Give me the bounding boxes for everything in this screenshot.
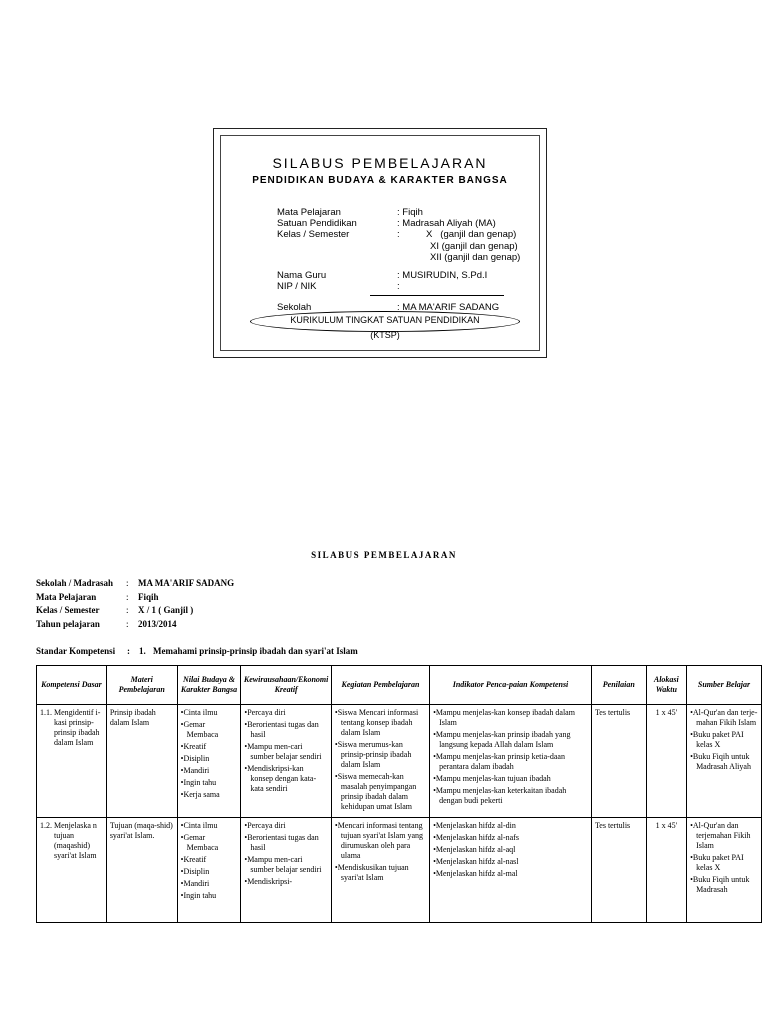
cover-field-label: Satuan Pendidikan (277, 218, 357, 230)
meta-value: 2013/2014 (138, 618, 177, 629)
cell-kd (37, 705, 107, 818)
list-item: • Al-Qur'an dan terje-mahan Fikih Islam (690, 708, 758, 728)
header-kegiatan: Kegiatan Pembelajaran (331, 666, 429, 705)
cover-field-value: : MA MA'ARIF SADANG (397, 302, 500, 314)
ktsp-line2: (KTSP) (370, 330, 400, 340)
standar-kompetensi: Standar Kompetensi : 1. Memahami prinsip-prinsip ibadah dan syari'at Islam (36, 646, 358, 656)
list-item: • Siswa merumus-kan prinsip-prinsip ibadah dalam Islam (335, 740, 426, 770)
list-item: • Berorientasi tugas dan hasil (244, 833, 328, 853)
cell-penilaian: Tes tertulis (591, 705, 646, 818)
list-item: • Buku Fiqih untuk Madrasah (690, 875, 758, 895)
header-alokasi: Alokasi Waktu (646, 666, 686, 705)
list-item: • Siswa Mencari informasi tentang konsep ibadah dalam Islam (335, 708, 426, 738)
sk-text: Memahami prinsip-prinsip ibadah dan syari'at Islam (153, 646, 358, 656)
cover-info (277, 207, 520, 314)
list-item: • Mampu menjelas-kan prinsip ketia-daan perantara dalam ibadah (433, 752, 588, 772)
cover-field-label: Kelas / Semester (277, 229, 350, 241)
header-materi: Materi Pembelajaran (106, 666, 177, 705)
list-item: • Buku paket PAI kelas X (690, 853, 758, 873)
cover-field-row (277, 229, 520, 240)
cover-field-row (277, 218, 520, 229)
list-item: • Al-Qur'an dan terjemahan Fikih Islam (690, 821, 758, 851)
list-item: • Menjelaskan hifdz al-din (433, 821, 588, 831)
meta-value: Fiqih (138, 591, 159, 602)
syllabus-table (36, 665, 762, 923)
cover-field-row (277, 241, 520, 252)
list-item: • Disiplin (181, 754, 238, 764)
cover-field-label (277, 252, 430, 263)
table-row (37, 705, 762, 818)
cell-alokasi: 1 x 45' (646, 705, 686, 818)
cover-field-value: : Madrasah Aliyah (MA) (397, 218, 496, 230)
list-item: • Gemar Membaca (181, 833, 238, 853)
meta-label: Sekolah / Madrasah (36, 578, 114, 588)
cell-indikator (430, 705, 592, 818)
list-item: • Percaya diri (244, 821, 328, 831)
syllabus-meta (36, 577, 234, 631)
cover-title: SILABUS PEMBELAJARAN (272, 155, 488, 171)
meta-row: Kelas / Semester : X / 1 ( Ganjil ) (36, 604, 234, 618)
cell-alokasi: 1 x 45' (646, 818, 686, 923)
meta-row: Sekolah / Madrasah : MA MA'ARIF SADANG (36, 577, 234, 591)
cover-field-row (277, 270, 520, 281)
meta-label: Kelas / Semester (36, 605, 100, 615)
cover-field-row (277, 207, 520, 218)
cover-field-value: XII (ganjil dan genap) (430, 251, 521, 263)
cover-field-value: : (397, 281, 400, 293)
list-item: • Siswa memecah-kan masalah penyimpangan prinsip ibadah dalam kehidupan umat Islam (335, 772, 426, 812)
cover-field-row (277, 281, 520, 292)
list-item: • Menjelaskan hifdz al-nasl (433, 857, 588, 867)
cell-kewirausahaan (241, 818, 332, 923)
cover-field-label: NIP / NIK (277, 281, 317, 293)
cell-kd (37, 818, 107, 923)
ktsp-ellipse (250, 311, 520, 340)
cover-field-row (277, 252, 520, 263)
cell-materi: Tujuan (maqa-shid) syari'at Islam. (106, 818, 177, 923)
kd-number: 1.2. (40, 821, 52, 830)
cell-indikator (430, 818, 592, 923)
list-item: • Kreatif (181, 742, 238, 752)
meta-value: MA MA'ARIF SADANG (138, 578, 235, 588)
list-item: • Berorientasi tugas dan hasil (244, 720, 328, 740)
sk-label: Standar Kompetensi (36, 646, 116, 656)
header-nilai: Nilai Budaya & Karakter Bangsa (177, 666, 241, 705)
list-item: • Menjelaskan hifdz al-mal (433, 869, 588, 879)
cell-nilai (177, 818, 241, 923)
header-kompetensi-dasar: Kompetensi Dasar (37, 666, 107, 705)
cover-subtitle: PENDIDIKAN BUDAYA & KARAKTER BANGSA (252, 175, 508, 186)
kd-text: Menjelaska n tujuan (maqashid) syari'at Islam (54, 821, 97, 860)
cell-kewirausahaan (241, 705, 332, 818)
header-indikator: Indikator Penca-paian Kompetensi (430, 666, 592, 705)
cover-field-label: Sekolah (277, 302, 312, 314)
cell-sumber (687, 705, 762, 818)
cover-field-value: XI (ganjil dan genap) (430, 240, 518, 252)
list-item: • Ingin tahu (181, 778, 238, 788)
cell-materi: Prinsip ibadah dalam Islam (106, 705, 177, 818)
list-item: • Percaya diri (244, 708, 328, 718)
meta-label: Mata Pelajaran (36, 591, 97, 602)
list-item: • Gemar Membaca (181, 720, 238, 740)
list-item: • Mampu men-cari sumber belajar sendiri (244, 855, 328, 875)
cover-field-label: Nama Guru (277, 270, 327, 282)
list-item: • Mencari informasi tentang tujuan syari'at Islam yang dirumuskan oleh para ulama (335, 821, 426, 861)
header-penilaian: Penilaian (591, 666, 646, 705)
kd-text: Mengidentif i-kasi prinsip-prinsip ibadah dalam Islam (54, 708, 101, 747)
meta-label: Tahun pelajaran (36, 618, 100, 629)
cell-nilai (177, 705, 241, 818)
cell-sumber (687, 818, 762, 923)
list-item: • Mampu menjelas-kan keterkaitan ibadah dengan budi pekerti (433, 786, 588, 806)
meta-row: Mata Pelajaran : Fiqih (36, 591, 234, 605)
list-item: • Ingin tahu (181, 891, 238, 901)
list-item: • Mendiskusikan tujuan syari'at Islam (335, 863, 426, 883)
list-item: • Mampu menjelas-kan tujuan ibadah (433, 774, 588, 784)
cell-kegiatan (331, 705, 429, 818)
meta-value: X / 1 ( Ganjil ) (138, 605, 194, 615)
meta-row: Tahun pelajaran : 2013/2014 (36, 618, 234, 632)
list-item: • Mampu menjelas-kan konsep ibadah dalam Islam (433, 708, 588, 728)
cover-field-value: : MUSIRUDIN, S.Pd.I (397, 270, 488, 282)
list-item: • Buku Fiqih untuk Madrasah Aliyah (690, 752, 758, 772)
list-item: • Buku paket PAI kelas X (690, 730, 758, 750)
list-item: • Cinta ilmu (181, 821, 238, 831)
cover-field-value: : Fiqih (397, 207, 423, 218)
syllabus-heading: SILABUS PEMBELAJARAN (311, 550, 457, 560)
sk-number: 1. (139, 646, 146, 656)
list-item: • Mandiri (181, 879, 238, 889)
table-header-row (37, 666, 762, 705)
signature-line (370, 295, 504, 296)
list-item: • Menjelaskan hifdz al-aql (433, 845, 588, 855)
table-row (37, 818, 762, 923)
cell-penilaian: Tes tertulis (591, 818, 646, 923)
cover-field-label (277, 241, 430, 252)
list-item: • Mampu men-cari sumber belajar sendiri (244, 742, 328, 762)
list-item: • Disiplin (181, 867, 238, 877)
list-item: • Mendiskripsi-kan konsep dengan kata-kata sendiri (244, 764, 328, 794)
list-item: • Kerja sama (181, 790, 238, 800)
header-sumber: Sumber Belajar (687, 666, 762, 705)
cover-field-label: Mata Pelajaran (277, 207, 341, 218)
list-item: • Menjelaskan hifdz al-nafs (433, 833, 588, 843)
list-item: • Mendiskripsi- (244, 877, 328, 887)
list-item: • Cinta ilmu (181, 708, 238, 718)
cover-field-value: : X (ganjil dan genap) (397, 229, 517, 241)
list-item: • Mampu menjelas-kan prinsip ibadah yang langsung kepada Allah dalam Islam (433, 730, 588, 750)
list-item: • Mandiri (181, 766, 238, 776)
list-item: • Kreatif (181, 855, 238, 865)
cell-kegiatan (331, 818, 429, 923)
ktsp-line1: KURIKULUM TINGKAT SATUAN PENDIDIKAN (290, 315, 480, 325)
kd-number: 1.1. (40, 708, 52, 717)
header-kewirausahaan: Kewirausahaan/Ekonomi Kreatif (241, 666, 332, 705)
